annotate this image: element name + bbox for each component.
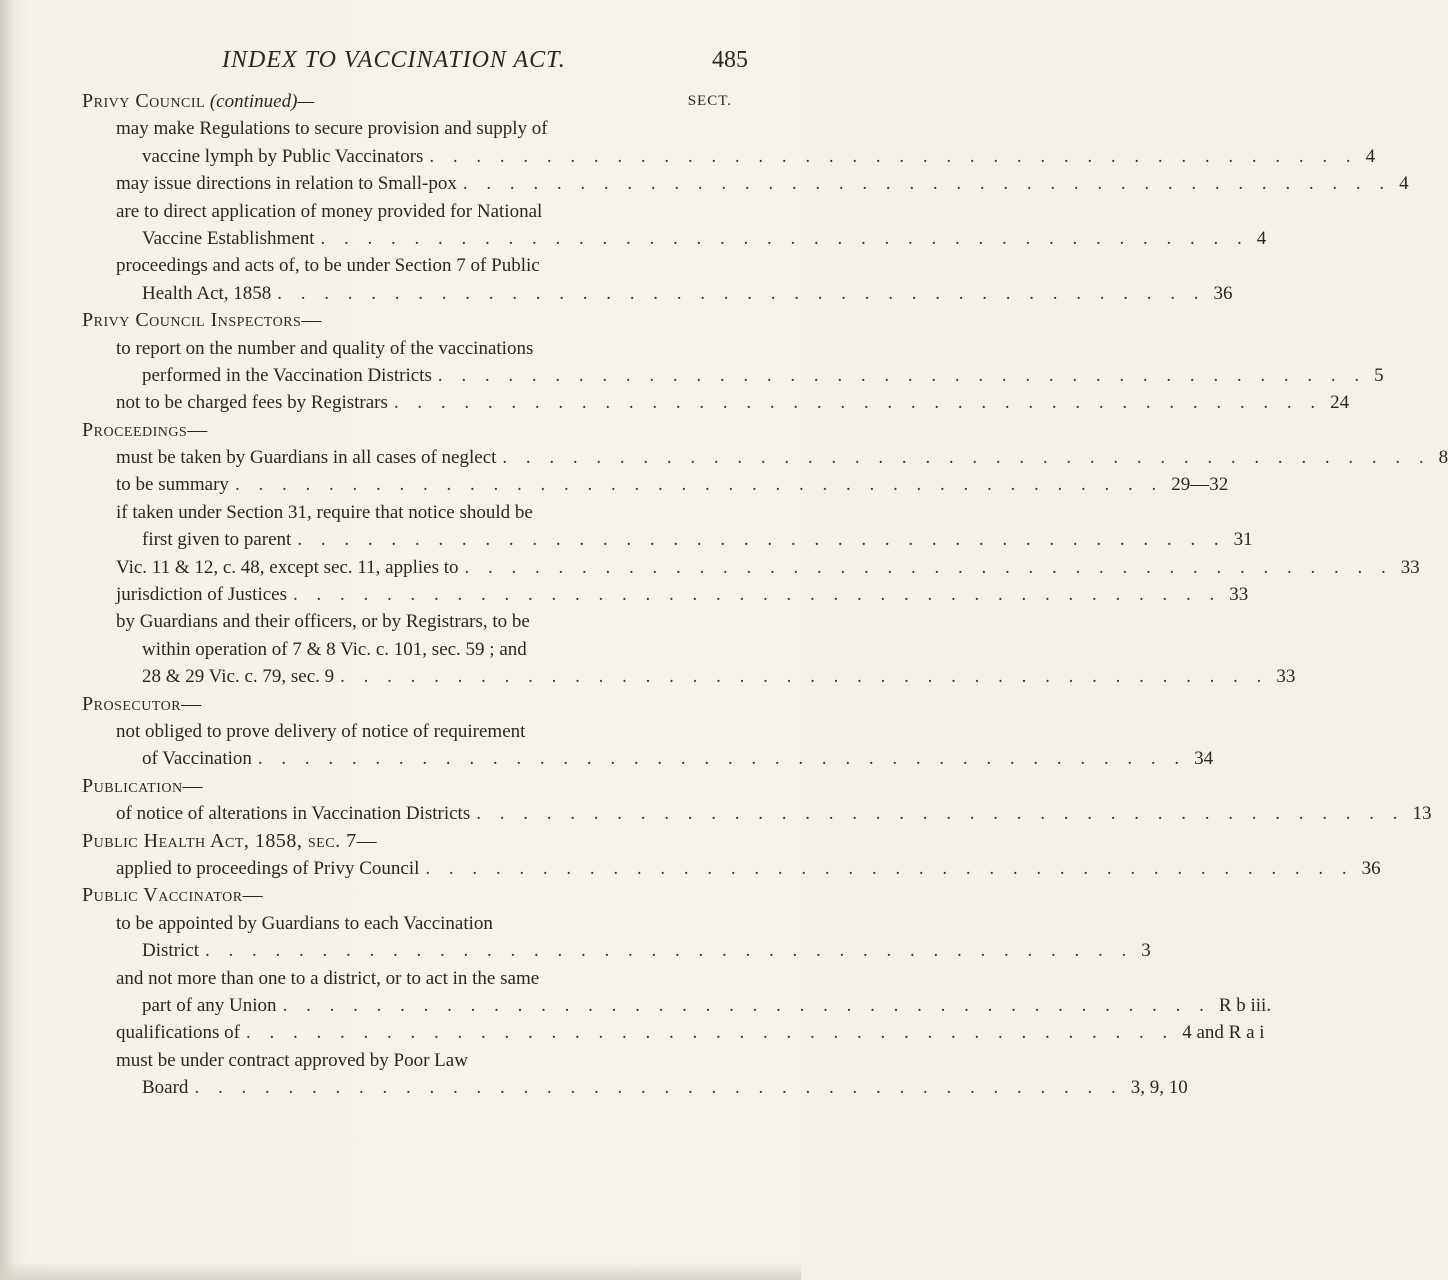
index-subentry	[82, 608, 732, 635]
index-subentry	[82, 965, 732, 992]
index-heading	[82, 828, 732, 855]
leader-dots: . . . . . . . . . . . . . . . . . . . . . . . . . . . . . . . . . . . . . . . .	[292, 584, 1222, 606]
entry-text: not obliged to prove delivery of notice of requirement	[116, 720, 526, 742]
entry-text: within operation of 7 & 8 Vic. c. 101, sec. 59 ; and	[142, 638, 527, 660]
entry-text: part of any Union	[142, 994, 277, 1016]
section-reference: 29—32	[1171, 474, 1229, 496]
index-subentry	[82, 718, 732, 745]
index-subentry	[82, 170, 1409, 197]
leader-dots: . . . . . . . . . . . . . . . . . . . . . . . . . . . . . . . . . . . . . . . .	[340, 666, 1269, 688]
index-subentry	[82, 471, 1229, 498]
index-continuation	[82, 1074, 1188, 1101]
entry-text: Board	[142, 1077, 189, 1099]
entry-text: jurisdiction of Justices	[116, 584, 287, 606]
section-reference: R b iii.	[1218, 994, 1272, 1016]
entry-text: qualifications of	[116, 1022, 240, 1044]
entry-text: Vaccine Establishment	[142, 227, 315, 249]
section-reference: 36	[1213, 282, 1233, 304]
entry-text: vaccine lymph by Public Vaccinators	[142, 145, 424, 167]
entry-text: if taken under Section 31, require that notice should be	[116, 501, 533, 523]
index-entries	[82, 88, 1448, 1101]
section-reference: 31	[1233, 529, 1253, 551]
leader-dots: . . . . . . . . . . . . . . . . . . . . . . . . . . . . . . . . . . . . . . . .	[429, 145, 1358, 167]
index-subentry	[82, 800, 1432, 827]
index-subentry	[82, 1047, 732, 1074]
index-heading	[82, 417, 732, 444]
index-continuation	[82, 992, 1272, 1019]
entry-text: first given to parent	[142, 529, 292, 551]
entry-text: may make Regulations to secure provision and supply of	[116, 118, 548, 140]
entry-text: Vic. 11 & 12, c. 48, except sec. 11, applies to	[116, 556, 459, 578]
section-reference: 5	[1374, 364, 1384, 386]
index-subentry	[82, 554, 1420, 581]
index-heading	[82, 307, 732, 334]
heading-text: Public Health Act, 1858, sec. 7—	[82, 829, 378, 852]
index-subentry	[82, 910, 732, 937]
index-subentry	[82, 1019, 1265, 1046]
index-subentry	[82, 198, 732, 225]
entry-text: must be under contract approved by Poor Law	[116, 1049, 468, 1071]
entry-text: are to direct application of money provided for National	[116, 200, 543, 222]
entry-text: District	[142, 940, 199, 962]
leader-dots: . . . . . . . . . . . . . . . . . . . . . . . . . . . . . . . . . . . . . . . .	[502, 447, 1431, 469]
heading-text: Publication—	[82, 774, 204, 797]
heading-text: Proceedings—	[82, 418, 208, 441]
heading-text: Privy Council Inspectors—	[82, 309, 322, 332]
leader-dots: . . . . . . . . . . . . . . . . . . . . . . . . . . . . . . . . . . . . . . . .	[393, 392, 1323, 414]
section-reference: 34	[1194, 748, 1214, 770]
entry-text: Health Act, 1858	[142, 282, 272, 304]
index-continuation	[82, 225, 1267, 252]
section-reference: 33	[1400, 556, 1420, 578]
index-subentry	[82, 389, 1350, 416]
entry-text: of notice of alterations in Vaccination Districts	[116, 803, 471, 825]
leader-dots: . . . . . . . . . . . . . . . . . . . . . . . . . . . . . . . . . . . . . . . .	[437, 364, 1367, 386]
entry-text: of Vaccination	[142, 748, 252, 770]
leader-dots: . . . . . . . . . . . . . . . . . . . . . . . . . . . . . . . . . . . . . . . .	[464, 556, 1393, 578]
section-reference: 13	[1412, 803, 1432, 825]
entry-text: must be taken by Guardians in all cases of neglect	[116, 447, 497, 469]
leader-dots: . . . . . . . . . . . . . . . . . . . . . . . . . . . . . . . . . . . . . . . .	[205, 940, 1134, 962]
leader-dots: . . . . . . . . . . . . . . . . . . . . . . . . . . . . . . . . . . . . . . . .	[297, 529, 1226, 551]
leader-dots: . . . . . . . . . . . . . . . . . . . . . . . . . . . . . . . . . . . . . . . .	[320, 227, 1249, 249]
index-heading	[82, 882, 732, 909]
heading-text: Prosecutor—	[82, 692, 202, 715]
page-gutter-shadow	[0, 0, 14, 1280]
leader-dots: . . . . . . . . . . . . . . . . . . . . . . . . . . . . . . . . . . . . . . . .	[246, 1022, 1175, 1044]
running-header	[0, 47, 801, 77]
index-continuation	[82, 636, 732, 663]
index-continuation	[82, 937, 1151, 964]
index-subentry	[82, 499, 732, 526]
entry-text: may issue directions in relation to Small-pox	[116, 173, 457, 195]
index-subentry	[82, 115, 732, 142]
leader-dots: . . . . . . . . . . . . . . . . . . . . . . . . . . . . . . . . . . . . . . . .	[234, 474, 1164, 496]
entry-text: by Guardians and their officers, or by Registrars, to be	[116, 611, 530, 633]
index-continuation	[82, 362, 1384, 389]
section-reference: 3, 9, 10	[1130, 1077, 1188, 1099]
index-heading	[82, 773, 732, 800]
index-subentry	[82, 335, 732, 362]
section-reference: 8	[1438, 447, 1448, 469]
section-reference: 4 and R a i	[1182, 1022, 1265, 1044]
heading-text: Public Vaccinator—	[82, 884, 264, 907]
index-continuation	[82, 663, 1296, 690]
section-column-label: SECT.	[687, 93, 732, 109]
entry-text: not to be charged fees by Registrars	[116, 392, 388, 414]
heading-text: Privy Council	[82, 90, 206, 112]
leader-dots: . . . . . . . . . . . . . . . . . . . . . . . . . . . . . . . . . . . . . . . .	[194, 1077, 1123, 1099]
section-reference: 33	[1276, 666, 1296, 688]
leader-dots: . . . . . . . . . . . . . . . . . . . . . . . . . . . . . . . . . . . . . . . .	[282, 994, 1211, 1016]
section-reference: 24	[1330, 392, 1350, 414]
section-reference: 4	[1256, 227, 1267, 249]
index-subentry	[82, 581, 1249, 608]
index-continuation	[82, 280, 1233, 307]
index-heading	[82, 88, 732, 115]
entry-text: proceedings and acts of, to be under Section 7 of Public	[116, 255, 540, 277]
entry-text: performed in the Vaccination Districts	[142, 364, 432, 386]
index-continuation	[82, 526, 1253, 553]
index-continuation	[82, 143, 1376, 170]
leader-dots: . . . . . . . . . . . . . . . . . . . . . . . . . . . . . . . . . . . . . . . .	[462, 173, 1392, 195]
leader-dots: . . . . . . . . . . . . . . . . . . . . . . . . . . . . . . . . . . . . . . . .	[476, 803, 1405, 825]
index-subentry	[82, 444, 1448, 471]
section-reference: 4	[1399, 173, 1409, 195]
index-heading	[82, 691, 732, 718]
section-reference: 33	[1229, 584, 1249, 606]
entry-text: to report on the number and quality of the vaccinations	[116, 337, 534, 359]
heading-suffix: (continued)—	[205, 91, 315, 112]
index-subentry	[82, 252, 732, 279]
section-reference: 4	[1365, 145, 1376, 167]
leader-dots: . . . . . . . . . . . . . . . . . . . . . . . . . . . . . . . . . . . . . . . .	[425, 857, 1354, 879]
header-title: INDEX TO VACCINATION ACT.	[222, 47, 566, 73]
page-number: 485	[712, 47, 748, 73]
entry-text: and not more than one to a district, or to act in the same	[116, 967, 540, 989]
entry-text: 28 & 29 Vic. c. 79, sec. 9	[142, 666, 335, 688]
index-subentry	[82, 855, 1381, 882]
entry-text: applied to proceedings of Privy Council	[116, 857, 420, 879]
section-reference: 36	[1361, 857, 1381, 879]
page-bottom-edge	[0, 1262, 801, 1280]
leader-dots: . . . . . . . . . . . . . . . . . . . . . . . . . . . . . . . . . . . . . . . .	[277, 282, 1206, 304]
entry-text: to be summary	[116, 474, 229, 496]
entry-text: to be appointed by Guardians to each Vaccination	[116, 912, 493, 934]
section-reference: 3	[1141, 940, 1151, 962]
leader-dots: . . . . . . . . . . . . . . . . . . . . . . . . . . . . . . . . . . . . . . . .	[257, 748, 1187, 770]
index-continuation	[82, 745, 1214, 772]
